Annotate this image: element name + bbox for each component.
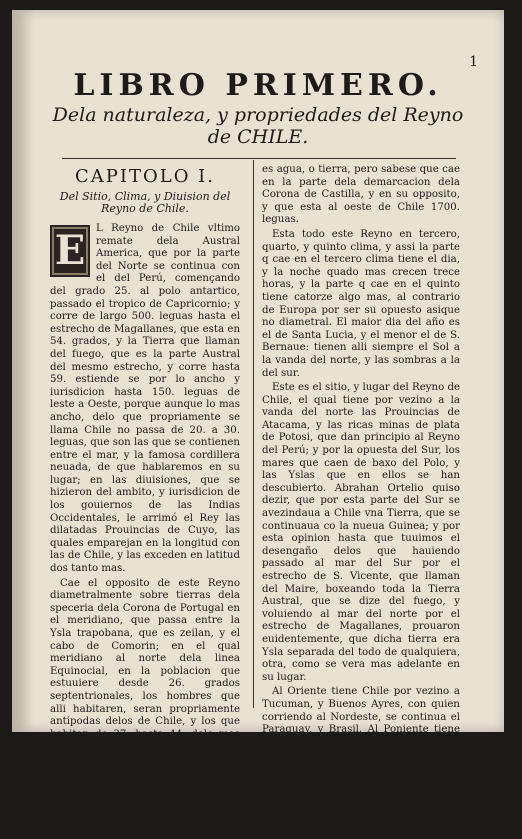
page-number: 1 bbox=[469, 54, 478, 70]
paragraph: L Reyno de Chile vltimo remate dela Austral America, que por la parte del Norte se continua con el del Perú, començando del grado 25. al polo antartico, passado el tropico de Capricornio; y corre de largo 500. leguas hasta el estrecho de Magallanes, que esta en 54. grados, y la Tierra que llaman del fuego, que es la parte Austral del mesmo estrecho, y corre hasta 59. estiende se por lo ancho y iurisdicion hasta 150. leguas de leste a Oeste, porque aunque lo mas ancho, delo que propriamente se llama Chile no passa de 20. a 30. leguas, que son las que se contienen entre el mar, y la famosa cordillera neuada, de que hablaremos en su lugar; en las diuisiones, que se hizieron del ambito, y iurisdicion de los gouiernos de las Indias Occidentales, le arrimó el Rey las dilatadas Prouincias de Cuyo, las quales emparejan en la longitud con las de Chile, y las exceden en latitud dos tanto mas. bbox=[50, 223, 240, 575]
column-separator bbox=[253, 160, 254, 708]
right-column bbox=[262, 164, 460, 839]
chapter-heading: CAPITOLO I. bbox=[74, 166, 216, 187]
header-rule bbox=[62, 158, 456, 159]
paragraph: es agua, o tierra, pero sabese que cae en la parte dela demarcacion dela Corona de Castilla, y en su opposito, y que esta al oeste de Chile 1700. leguas. bbox=[262, 164, 460, 226]
left-column bbox=[50, 164, 240, 806]
page-subtitle: Dela naturaleza, y propriedades del Reyno de CHILE. bbox=[52, 104, 464, 148]
book-page bbox=[12, 10, 504, 836]
paragraph: Este es el sitio, y lugar del Reyno de Chile, el qual tiene por vezino a la vanda del norte las Prouincias de Atacama, y las ricas minas de plata de Potosi, que dan principio al Reyno del Perú; y por la opuesta del Sur, los mares que caen de baxo del Polo, y las Yslas que en ellos se han descubierto. Abrahan Ortelio quiso dezir, que por esta parte del Sur se avezindaua a Chile vna Tierra, que se continuaua co la nueua Guinea; y por esta opinion hasta que tuuimos el desengaño delos que hauiendo passado al mar del Sur por el estrecho de S. Vicente, que llaman del Maire, boxeando toda la Tierra Austral, que se dize del fuego, y voluiendo al mar del norte por el estrecho de Magallanes, prouaron euidentemente, que dicha tierra era Ysla separada del todo de qualquiera, otra, como se vera mas adelante en su lugar. bbox=[262, 382, 460, 683]
chapter-subheading: Del Sitio, Clima, y Diuision del Reyno de Chile. bbox=[59, 190, 231, 215]
decorated-initial: E bbox=[50, 225, 90, 277]
paragraph: Cae el opposito de este Reyno diametralmente sobre tierras dela speceria dela Corona de Portugal en el meridiano, que passa entre la Ysla trapobana, que es zeilan, y el cabo de Comorin; en el qual meridiano al norte dela linea Equinocial, en la poblacion que estuuiere desde 26. grados septentrionales, los hombres que alli habitaren, seran propriamente antipodas delos de Chile, y los que habitan de 37. hasta 44. delo mas Occidental dela nueua guinea, echaran assi mismo diametralmente, con los que viuen en Castilla; mas como aun no esta descubierto, no se sabe si bbox=[50, 577, 240, 803]
paragraph: Al Oriente tiene Chile por vezino a Tucuman, y Buenos Ayres, con quien corriendo al Nordeste, se continua el Paraguay, y Brasil. Al Poniente tiene al mar del Sur, que segun Antonio de Herrera en la historia general delas Indias es todo lo que se incluye entre sus costas, y las del Reyno de la China. El qual mar comiença en la Tierra, que llaman Austral Quersoneso, que se dize la Isla de Samara, bbox=[262, 686, 460, 836]
page-title: LIBRO PRIMERO. bbox=[73, 68, 443, 103]
page-spine-shadow bbox=[12, 10, 34, 732]
paragraph: Esta todo este Reyno en tercero, quarto, y quinto clima, y assi la parte q cae en el tercero clima tiene el dia, y la noche quado mas crecen trece horas, y la parte q cae en el quinto tiene catorze algo mas, al contrario de Europa por ser su opuesto asique no diametral. El maior dia del año es el de Santa Lucia, y el menor el de S. Bernaue: tienen alli siempre el Sol a la vanda del norte, y las sombras a la del sur. bbox=[262, 228, 460, 379]
